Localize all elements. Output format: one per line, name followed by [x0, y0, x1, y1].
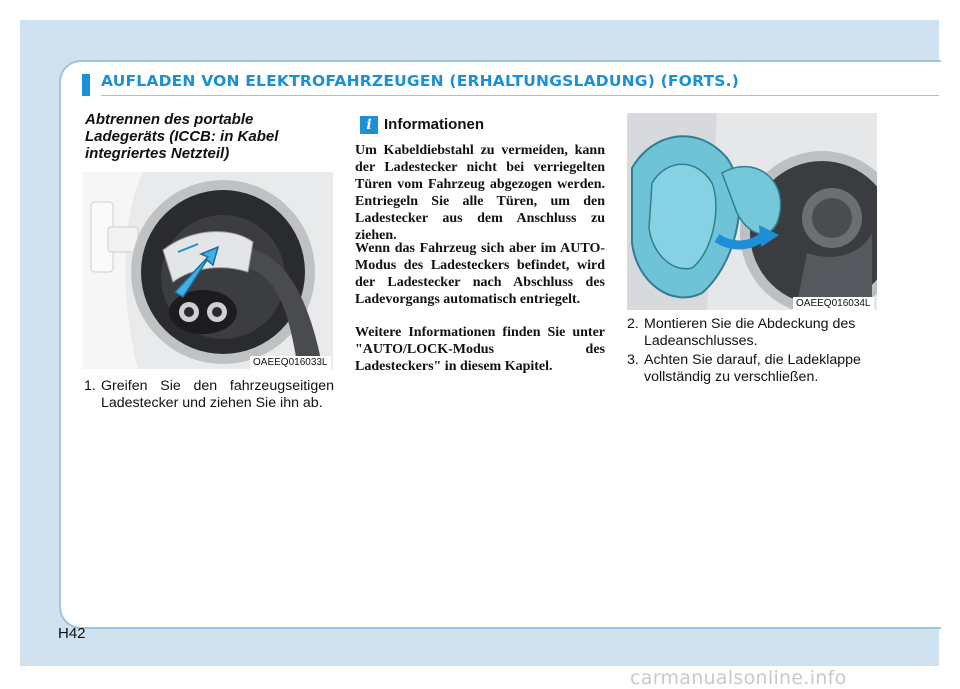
info-paragraph-1: Um Kabeldiebstahl zu vermeiden, kann der Ladestecker nicht bei verriegelten Türen vom Fahrzeug abgezogen werden. Entriegeln Sie alle Türen, um den Ladestecker aus dem Anschluss zu ziehen.: [355, 143, 605, 243]
section-title: AUFLADEN VON ELEKTROFAHRZEUGEN (ERHALTUNGSLADUNG) (FORTS.): [101, 72, 740, 90]
watermark: carmanualsonline.info: [630, 667, 847, 689]
info-paragraph-3: Weitere Informationen finden Sie unter "AUTO/LOCK-Modus des Ladesteckers" in diesem Kapitel.: [355, 325, 605, 374]
step-1: [84, 378, 334, 412]
image-code-1: OAEEQ016033L: [250, 356, 331, 370]
info-paragraph-2: Wenn das Fahrzeug sich aber im AUTO-Modus des Ladesteckers befindet, wird der Ladestecker nach Abschluss des Ladevorgangs automatisch entriegelt.: [355, 241, 605, 307]
image-code-2: OAEEQ016034L: [793, 297, 874, 311]
title-accent-bar: [82, 74, 90, 96]
step-2-number: 2.: [627, 316, 639, 332]
subheading: Abtrennen des portable Ladegeräts (ICCB: in Kabel integriertes Netzteil): [85, 111, 279, 162]
step-1-text: Greifen Sie den fahrzeugseitigen Ladestecker und ziehen Sie ihn ab.: [101, 378, 334, 411]
step-1-number: 1.: [84, 378, 96, 394]
charging-cover-photo: [627, 113, 877, 310]
info-icon: i: [360, 116, 378, 134]
step-3-text: Achten Sie darauf, die Ladeklappe vollständig zu verschließen.: [644, 352, 861, 385]
info-title: Informationen: [384, 116, 484, 133]
title-underline: [101, 95, 939, 96]
step-2: [627, 316, 881, 350]
charging-port-photo: [83, 172, 333, 369]
step-3-number: 3.: [627, 352, 639, 368]
step-3: [627, 352, 881, 386]
page-number: H42: [58, 625, 86, 642]
step-2-text: Montieren Sie die Abdeckung des Ladeanschlusses.: [644, 316, 856, 349]
